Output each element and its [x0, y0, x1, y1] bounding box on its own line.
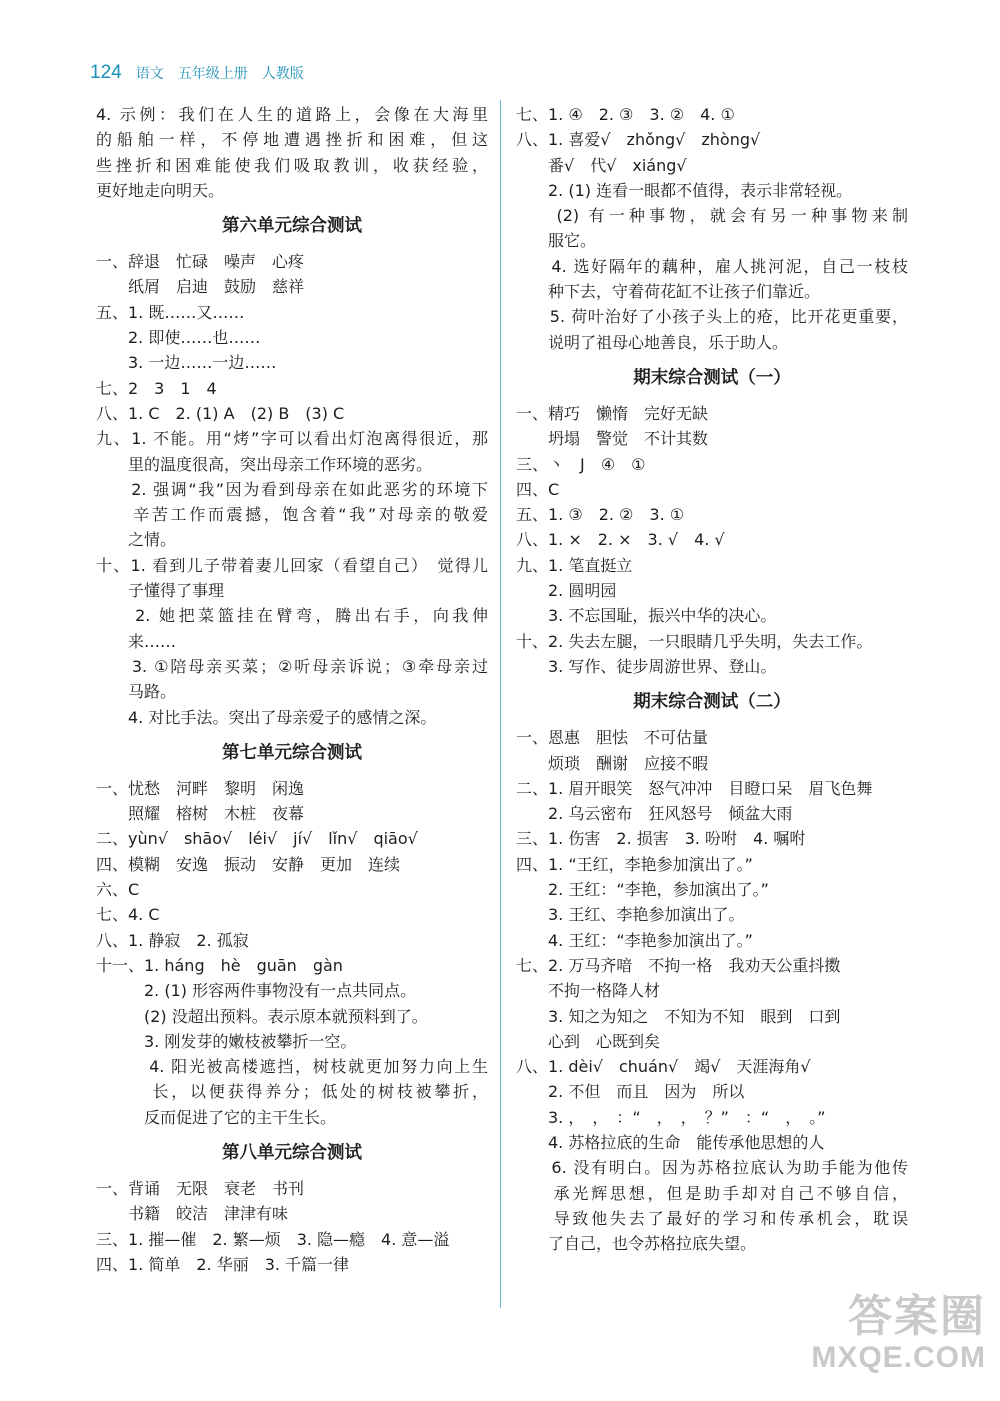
answer-line: 承光辉思想，但是助手却对自己不够自信，	[516, 1183, 908, 1203]
section-heading: 第七单元综合测试	[222, 742, 362, 763]
answer-line: 七、2. 万马齐喑 不拘一格 我劝天公重抖擞	[516, 955, 841, 975]
answer-line: 八、1. 静寂 2. 孤寂	[96, 930, 249, 950]
answer-line: 马路。	[96, 682, 177, 702]
answer-line: 服它。	[516, 231, 597, 251]
answer-line: 番√ 代√ xiáng√	[516, 155, 687, 175]
watermark-top: 答案圈	[848, 1291, 986, 1342]
answer-line: 五、1. ③ 2. ② 3. ①	[516, 505, 685, 525]
section-heading: 第八单元综合测试	[222, 1142, 362, 1163]
answer-line: 不拘一格降人材	[516, 981, 661, 1001]
answer-line: 6. 没有明白。因为苏格拉底认为助手能为他传	[516, 1158, 908, 1178]
answer-line: 一、背诵 无限 衰老 书刊	[96, 1178, 305, 1198]
answer-line: 3. 一边……一边……	[96, 353, 277, 373]
answer-line: 三、1. 摧—催 2. 繁—烦 3. 隐—瘾 4. 意—溢	[96, 1229, 450, 1249]
answer-line: 纸屑 启迪 鼓励 慈祥	[96, 277, 305, 297]
answer-line: 八、1. C 2. (1) A (2) B (3) C	[96, 403, 345, 423]
answer-line: 反而促进了它的主干生长。	[96, 1107, 337, 1127]
answer-line: 一、辞退 忙碌 噪声 心疼	[96, 252, 305, 272]
answer-line: 4. 示例：我们在人生的道路上，会像在大海里	[96, 105, 488, 124]
answer-line: 七、4. C	[96, 905, 160, 925]
edition-label: 人教版	[261, 66, 304, 82]
answer-line: (2) 没超出预料。表示原本就预料到了。	[96, 1006, 428, 1026]
answer-line: 2. 即使……也……	[96, 328, 261, 348]
answer-line: 七、2 3 1 4	[96, 378, 217, 398]
subject-label: 语文	[135, 66, 164, 82]
answer-line: 九、1. 不能。用“烤”字可以看出灯泡离得很近，那	[96, 429, 488, 449]
answer-line: 种下去，守着荷花缸不让孩子们靠近。	[516, 282, 821, 302]
section-heading: 期末综合测试（一）	[633, 367, 791, 388]
answer-line: 了自己，也令苏格拉底失望。	[516, 1234, 757, 1254]
column-divider	[500, 100, 501, 1308]
answer-line: 更好地走向明天。	[96, 180, 225, 200]
answer-line: 说明了祖母心地善良，乐于助人。	[516, 332, 789, 352]
answer-line: 3. 王红、李艳参加演出了。	[516, 905, 745, 925]
answer-line: 来……	[96, 631, 177, 651]
answer-line: 4. 阳光被高楼遮挡，树枝就更加努力向上生	[96, 1057, 488, 1077]
answer-line: 书籍 皎洁 津津有味	[96, 1204, 289, 1224]
grade-label: 五年级上册	[177, 66, 248, 82]
answer-line: 2. 强调“我”因为看到母亲在如此恶劣的环境下	[96, 479, 488, 499]
answer-line: 二、1. 眉开眼笑 怒气冲冲 目瞪口呆 眉飞色舞	[516, 778, 873, 798]
answer-line: 3. ， ， ：“ ， ， ？” ：“ ， 。”	[516, 1107, 826, 1127]
answer-line: 四、C	[516, 479, 560, 499]
answer-line: 五、1. 既……又……	[96, 302, 245, 322]
answer-line: 的船舶一样，不停地遭遇挫折和困难，但这	[96, 130, 488, 150]
answer-line: 导致他失去了最好的学习和传承机会，耽误	[516, 1208, 908, 1228]
section-heading: 期末综合测试（二）	[633, 692, 791, 713]
answer-line: 2. (1) 连看一眼都不值得，表示非常轻视。	[516, 180, 853, 200]
answer-line: 三、丶 J ④ ①	[516, 454, 646, 474]
right-column	[516, 102, 908, 1256]
answer-line: 四、模糊 安逸 振动 安静 更加 连续	[96, 854, 401, 874]
answer-line: 烦琐 酬谢 应接不暇	[516, 753, 709, 773]
answer-line: 四、1. 简单 2. 华丽 3. 千篇一律	[96, 1254, 350, 1274]
answer-line: 辛苦工作而震撼，饱含着“我”对母亲的敬爱	[96, 505, 488, 525]
answer-line: 4. 王红：“李艳参加演出了。”	[516, 930, 753, 950]
answer-line: 3. 不忘国耻，振兴中华的决心。	[516, 606, 777, 626]
answer-line: 长，以便获得养分；低处的树枝被攀折，	[96, 1082, 488, 1102]
answer-line: 3. 知之为知之 不知为不知 眼到 口到	[516, 1006, 841, 1026]
page-number: 124	[90, 62, 122, 83]
answer-line: 照耀 榕树 木桩 夜幕	[96, 804, 305, 824]
answer-line: 三、1. 伤害 2. 损害 3. 吩咐 4. 嘱咐	[516, 829, 806, 849]
answer-line: 2. 不但 而且 因为 所以	[516, 1082, 745, 1102]
answer-line: 一、恩惠 胆怯 不可估量	[516, 728, 709, 748]
site-watermark	[786, 1293, 986, 1383]
section-heading: 第六单元综合测试	[222, 216, 362, 237]
answer-line: 4. 对比手法。突出了母亲爱子的感情之深。	[96, 707, 437, 727]
watermark-bottom: MXQE.COM	[811, 1341, 986, 1374]
answer-line: 4. 选好隔年的藕种，雇人挑河泥，自己一枝枝	[516, 256, 908, 276]
answer-line: 八、1. × 2. × 3. √ 4. √	[516, 530, 725, 550]
answer-line: 4. 苏格拉底的生命 能传承他思想的人	[516, 1132, 825, 1152]
answer-line: 5. 荷叶治好了小孩子头上的疮，比开花更重要，	[516, 307, 908, 327]
answer-line: 七、1. ④ 2. ③ 3. ② 4. ①	[516, 105, 735, 124]
answer-line: 心到 心既到矣	[516, 1031, 661, 1051]
page-header	[90, 62, 304, 92]
answer-line: 些挫折和困难能使我们吸取教训，收获经验，	[96, 155, 488, 175]
answer-line: 2. 她把菜篮挂在臂弯，腾出右手，向我伸	[96, 606, 488, 626]
answer-line: 八、1. 喜爱√ zhǒng√ zhòng√	[516, 130, 761, 150]
answer-line: 3. 写作、徒步周游世界、登山。	[516, 656, 777, 676]
answer-line: 3. ①陪母亲买菜；②听母亲诉说；③牵母亲过	[96, 656, 488, 676]
answer-line: 十、2. 失去左腿，一只眼睛几乎失明，失去工作。	[516, 631, 873, 651]
answer-line: 之情。	[96, 530, 177, 550]
answer-line: 2. (1) 形容两件事物没有一点共同点。	[96, 981, 417, 1001]
answer-line: 四、1. “王红，李艳参加演出了。”	[516, 854, 753, 874]
answer-line: 2. 乌云密布 狂风怒号 倾盆大雨	[516, 804, 793, 824]
answer-line: 十、1. 看到儿子带着妻儿回家（看望自己） 觉得儿	[96, 555, 488, 575]
answer-line: 3. 刚发芽的嫩枝被攀折一空。	[96, 1031, 357, 1051]
answer-line: 2. 王红：“李艳，参加演出了。”	[516, 880, 769, 900]
answer-line: 一、忧愁 河畔 黎明 闲逸	[96, 778, 305, 798]
answer-line: 一、精巧 懒惰 完好无缺	[516, 403, 709, 423]
answer-line: 里的温度很高，突出母亲工作环境的恶劣。	[96, 454, 433, 474]
answer-line: 六、C	[96, 880, 140, 900]
answer-line: 子懂得了事理	[96, 581, 225, 601]
answer-line: 二、yùn√ shāo√ léi√ jí√ lǐn√ qiāo√	[96, 829, 418, 849]
answer-line: 八、1. dèi√ chuán√ 竭√ 天涯海角√	[516, 1057, 811, 1077]
answer-line: 2. 圆明园	[516, 581, 617, 601]
answer-line: 坍塌 警觉 不计其数	[516, 429, 709, 449]
answer-line: (2) 有一种事物，就会有另一种事物来制	[516, 206, 908, 226]
answer-line: 十一、1. háng hè guān gàn	[96, 955, 343, 975]
answer-line: 九、1. 笔直挺立	[516, 555, 633, 575]
left-column	[96, 102, 488, 1277]
